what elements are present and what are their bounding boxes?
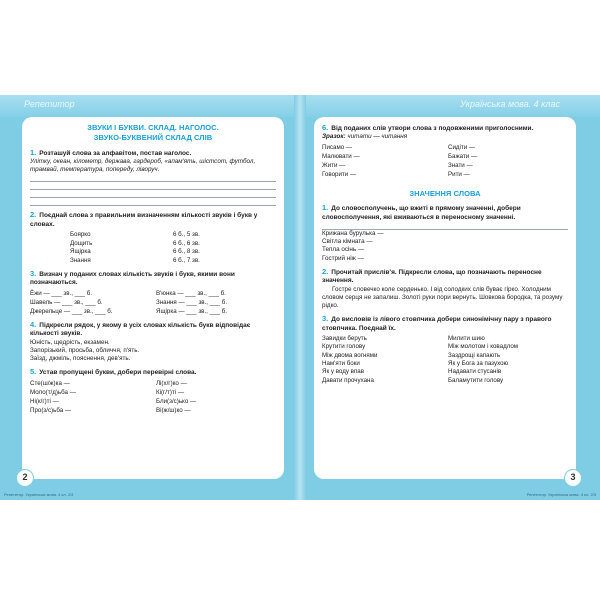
missing-letters-grid: Сте(ш/ж)ка — Лі(х/г)ко — Моло(т/д)ьба — Кі(г/т)ті — Ні(к/г)ті — Бли(з/с)ько — Про(з/с)ьба — Ві(ж/ш)ко — [30, 379, 197, 414]
left-section-title: ЗВУКИ І БУКВИ. СКЛАД. НАГОЛОС. ЗВУКО-БУКВЕНИЙ СКЛАД СЛІВ [87, 123, 219, 143]
answer-line[interactable] [30, 199, 276, 206]
task-1-right: 1. До словосполучень, що вжиті в прямому значенні, добери словосполучення, які вживаються в переносному значенні. Крижана бурулька — Світла кімната — Тепла осінь — Гострий ніж — [322, 203, 568, 263]
task-6-right: 6. Від поданих слів утвори слова з подовженими приголосними. Зразок: читати — читання Писамо — Сидіти — Малювати — Бажати — Жити — Знати — Говорити — Рити — [322, 123, 568, 179]
spine [294, 95, 306, 500]
answer-line[interactable] [30, 191, 276, 198]
doubled-consonants-grid: Писамо — Сидіти — Малювати — Бажати — Жити — Знати — Говорити — Рити — [322, 143, 478, 178]
idiom-left-column: Завидки беруть Крутити голову Між двома вогнями Нам'яти боки Як у воду впав Давати прочухана [322, 334, 378, 384]
word-count-pairs: Боярко 6 б., 5 зв. Дощить 6 б., 6 зв. Ящірка 6 б., 8 зв. Знання 6 б., 7 зв. [70, 231, 200, 264]
sample: Зразок: читати — читання [322, 133, 408, 141]
task-2-left: 2. Поєднай слова з правильним визначенням кількості звуків і букв у словах. Боярко 6 б., 5 зв. Дощить 6 б., 6 зв. Ящірка 6 б., 8 зв. Знання 6 б., 7 зв. [30, 210, 276, 265]
footer-left: Репетитор. Українська мова. 4 кл. 2/3 [4, 492, 74, 497]
task-4-line: Заїзд, джміль, пояснення, дев'ять. [30, 355, 131, 363]
answer-line[interactable] [322, 223, 568, 230]
task-2-right: 2. Прочитай прислів'я. Підкресли слова, що позначають переносне значення. Гостре словечко коле серденько. І від солодких слів буває гірко. Холодним словом серця не запалиш. Золоті руки пори вернуть. Шовкова бородка, та розуму рідко. [322, 267, 568, 310]
task-5-left: 5. Устав пропущені букви, добери перевірні слова. Сте(ш/ж)ка — Лі(х/г)ко — Моло(т/д)ьба — Кі(г/т)ті — Ні(к/г)ті — Бли(з/с)ько — Про(з/с)ьба — Ві(ж/ш)ко — [30, 367, 276, 415]
footer-right: Репетитор. Українська мова. 4 кл. 2/3 [526, 492, 596, 497]
page-number-left: 2 [16, 469, 34, 487]
answer-line[interactable] [30, 175, 276, 182]
task-1-left: 1. Розташуй слова за алфавітом, постав наголос. Улітку, океан, кілометр, держава, гардероб, «апам'ять, шістсот, футбол, трамвай, температура, попереду, ліворуч. [30, 148, 276, 207]
task-3-left: 3. Визнач у поданих словах кількість звуків і букв, якими вони позначаються. Ёжи — ___ зв., ___ б. В'юнка — ___ зв., ___ б. Шавель — ___ зв., ___ б. Знання — ___ зв., ___ б. Джерельце — ___ зв., ___ б. Ящірка — ___ зв., ___ б. [30, 269, 276, 316]
left-page [22, 117, 284, 482]
idiom-columns [322, 335, 568, 385]
right-page [314, 117, 576, 482]
page-number-right: 3 [564, 469, 582, 487]
task-4-left: 4. Підкресли рядок, у якому в усіх словах кількість букв відповідає кількості звуків. Юність, щедрість, екзамен. Запорізький, просьба, обличчя, п'ять. Заїзд, джміль, пояснення, дев'ять. [30, 320, 276, 363]
task-1-text: Улітку, океан, кілометр, держава, гардероб, «апам'ять, шістсот, футбол, трамвай, температура, попереду, ліворуч. [30, 157, 256, 174]
task-4-line: Юність, щедрість, екзамен. [30, 338, 110, 346]
task-3-right: 3. До висловів із лівого стовпчика добери синонімічну пару з правого стовпчика. Поєднай їх. Завидки беруть Крутити голову Між двома вогнями Нам'яти боки Як у воду впав Давати прочухана Милити шию Між молотом і ковадлом Заздрощі капають Як у Бога за пазухою Надавати стусанів Баламутити голову [322, 314, 568, 385]
running-header-left: Репетитор [24, 99, 75, 109]
right-section-title: ЗНАЧЕННЯ СЛОВА [409, 188, 481, 198]
answer-line[interactable] [30, 183, 276, 190]
task-4-line: Запорізький, просьба, обличчя, п'ять. [30, 347, 140, 355]
proverbs-text: Гостре словечко коле серденько. І від солодких слів буває гірко. Холодним словом серця не запалиш. Золоті руки пори вернуть. Шовкова бородка, та розуму рідко. [322, 285, 563, 309]
sound-letter-grid: Ёжи — ___ зв., ___ б. В'юнка — ___ зв., ___ б. Шавель — ___ зв., ___ б. Знання — ___ зв., ___ б. Джерельце — ___ зв., ___ б. Ящірка — ___ зв., ___ б. [30, 289, 228, 315]
idiom-right-column: Милити шию Між молотом і ковадлом Заздрощі капають Як у Бога за пазухою Надавати стусанів Баламутити голову [448, 334, 519, 384]
book-spread [0, 95, 600, 500]
running-header-right: Українська мова. 4 клас [460, 99, 560, 109]
